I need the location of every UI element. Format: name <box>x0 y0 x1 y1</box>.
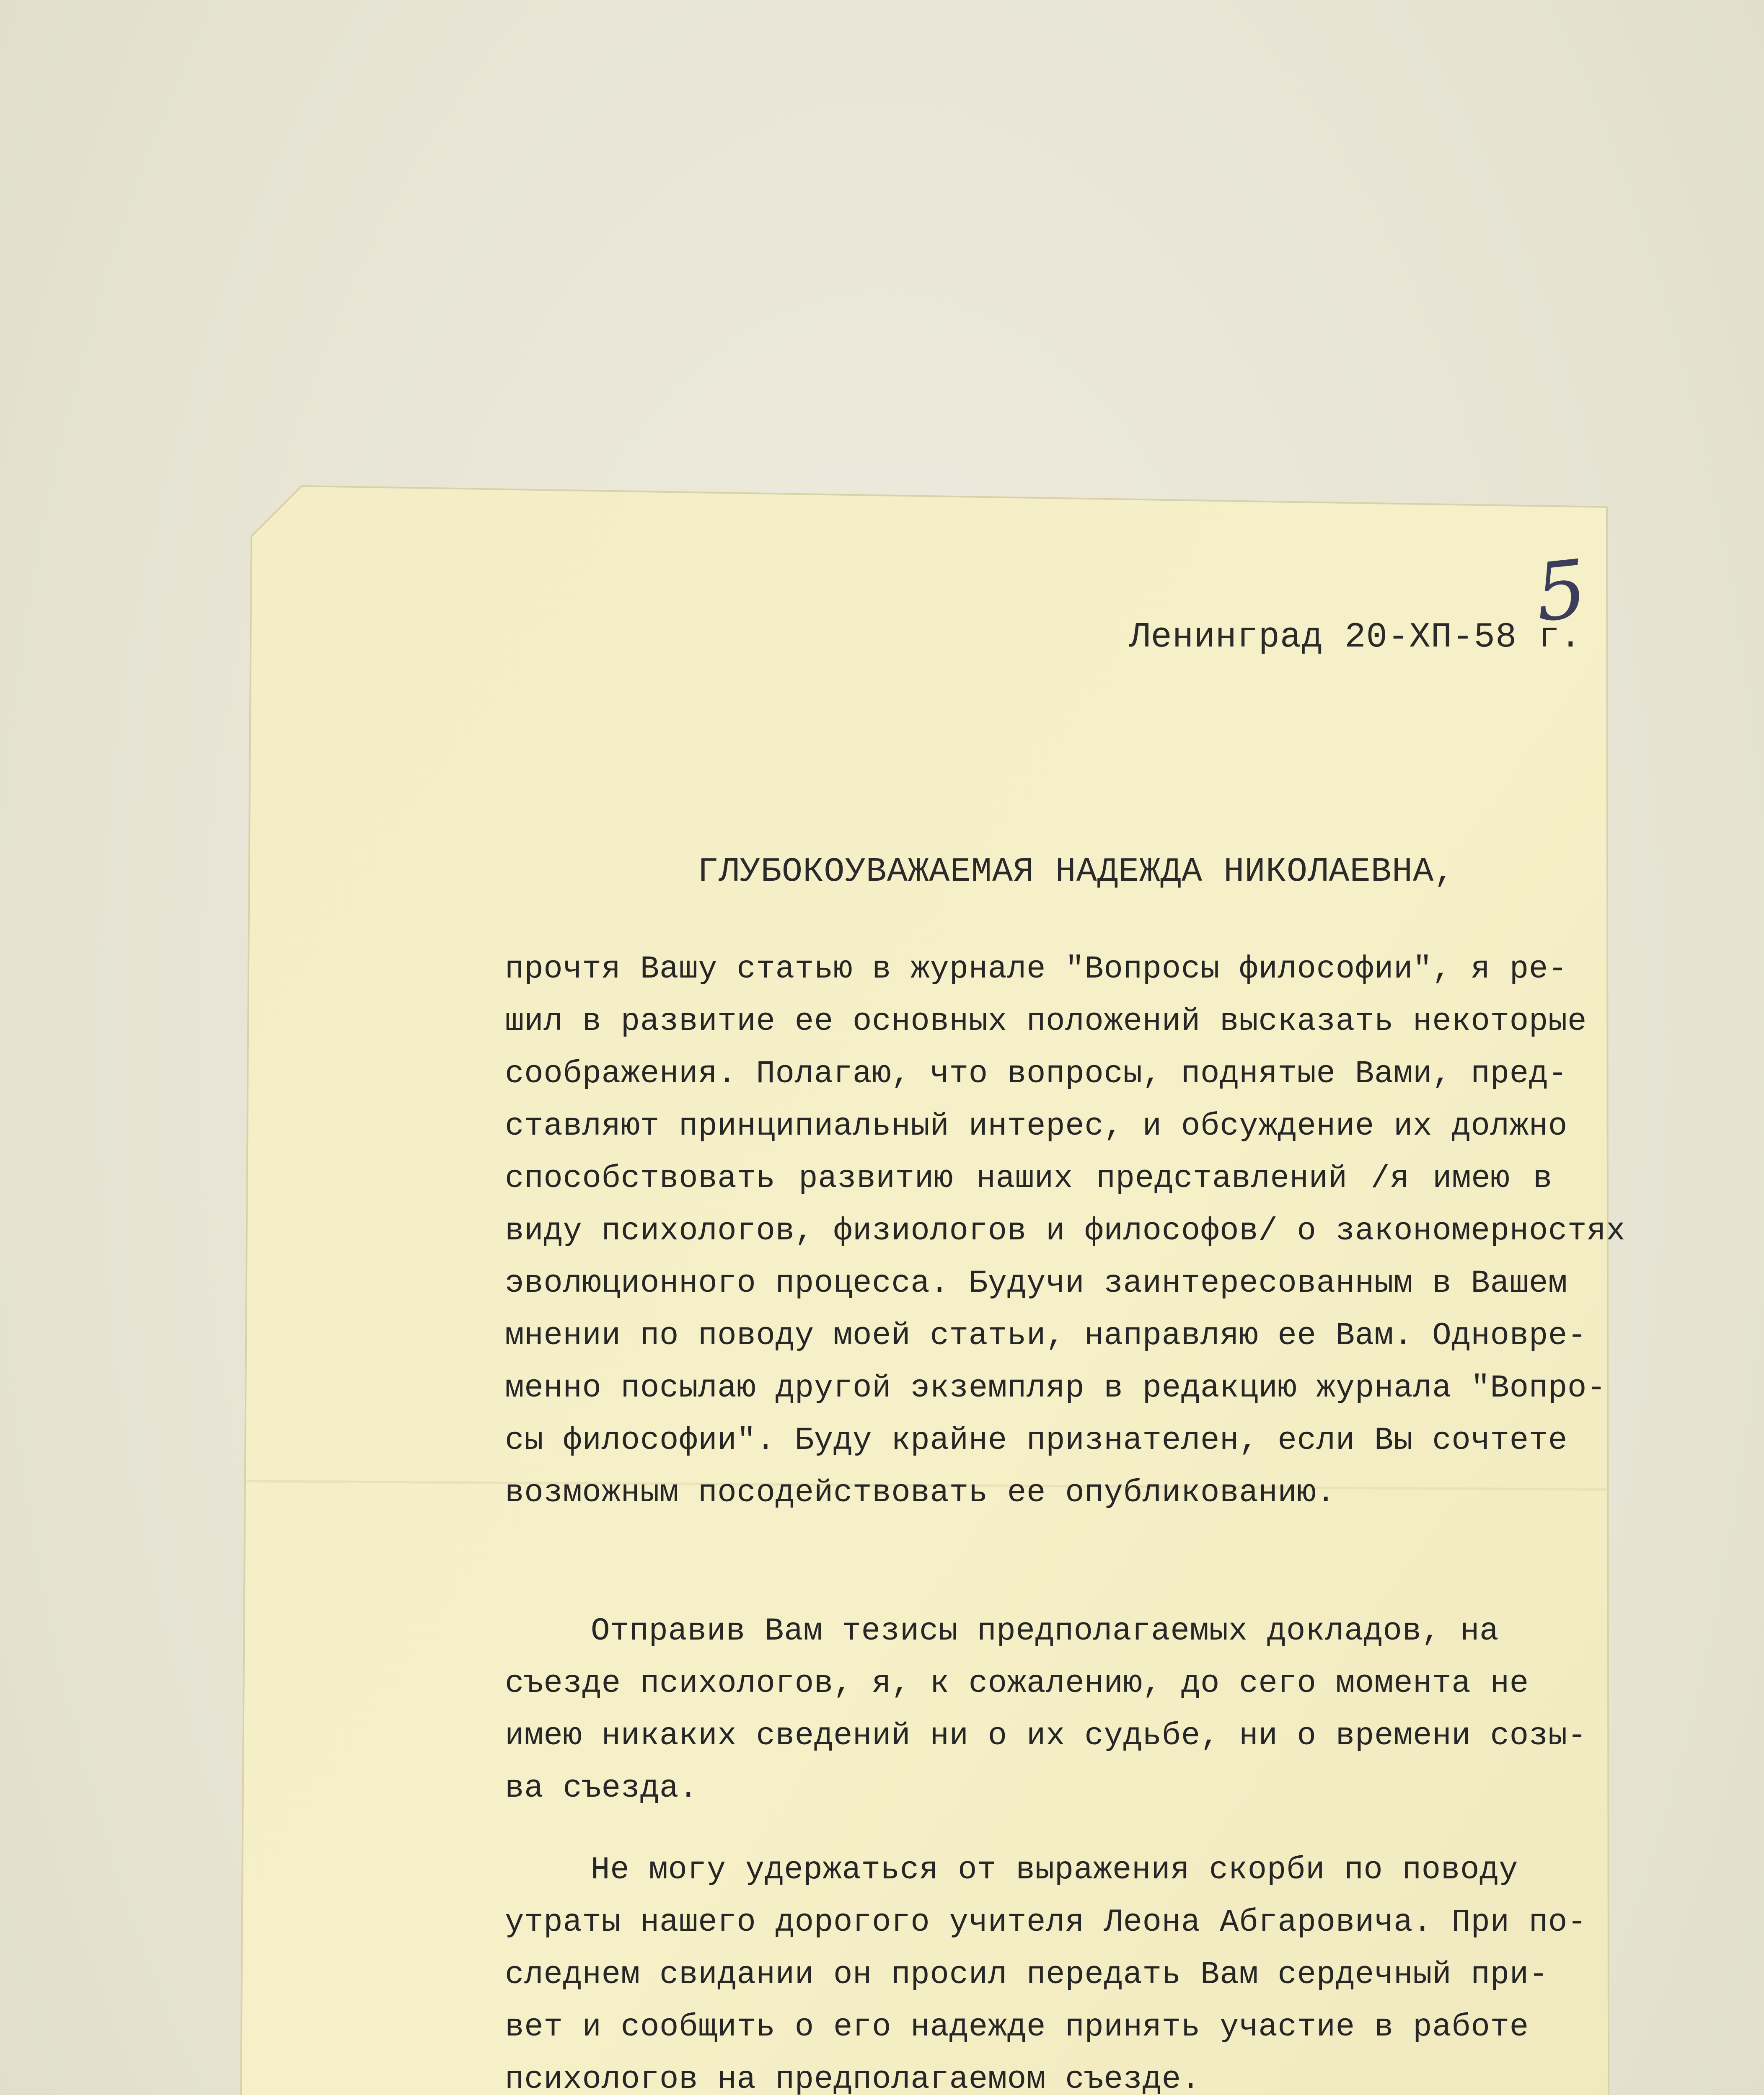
paragraph-line: утраты нашего дорогого учителя Леона Абгаровича. При по- <box>505 1904 1587 1940</box>
salutation: ГЛУБОКОУВАЖАЕМАЯ НАДЕЖДА НИКОЛАЕВНА, <box>698 852 1455 891</box>
paragraph-line: способствовать развитию наших представлений /я имею в <box>505 1161 1552 1197</box>
paragraph-line: возможным посодействовать ее опубликованию. <box>505 1475 1336 1511</box>
paragraph-line: вет и сообщить о его надежде принять участие в работе <box>505 2009 1529 2045</box>
paragraph-line: прочтя Вашу статью в журнале "Вопросы философии", я ре- <box>505 951 1567 987</box>
paragraph-line: сы философии". Буду крайне признателен, если Вы сочтете <box>505 1423 1567 1459</box>
paragraph-line: съезде психологов, я, к сожалению, до сего момента не <box>505 1666 1529 1702</box>
paragraph-line: Не могу удержаться от выражения скорби по поводу <box>591 1852 1518 1888</box>
paragraph-line: мнении по поводу моей статьи, направляю ее Вам. Одновре- <box>505 1318 1587 1354</box>
paragraph-line: ва съезда. <box>505 1770 698 1806</box>
paragraph-line: шил в развитие ее основных положений высказать некоторые <box>505 1004 1587 1040</box>
paragraph-line: имею никаких сведений ни о их судьбе, ни о времени созы- <box>505 1718 1587 1754</box>
paragraph-line: Отправив Вам тезисы предполагаемых докладов, на <box>591 1613 1499 1649</box>
folio-number: 5 <box>1531 542 1591 640</box>
paragraph-line: ставляют принципиальный интерес, и обсуждение их должно <box>505 1108 1567 1144</box>
paragraph-line: эволюционного процесса. Будучи заинтересованным в Вашем <box>505 1265 1567 1301</box>
paragraph-line: менно посылаю другой экземпляр в редакцию журнала "Вопро- <box>505 1370 1606 1406</box>
paragraph-line: следнем свидании он просил передать Вам сердечный при- <box>505 1957 1548 1993</box>
paragraph-line: виду психологов, физиологов и философов/ о закономерностях <box>505 1213 1626 1249</box>
paragraph-line: соображения. Полагаю, что вопросы, поднятые Вами, пред- <box>505 1056 1567 1092</box>
paragraph-line: психологов на предполагаемом съезде. <box>505 2061 1200 2095</box>
place-date: Ленинград 20-XП-58 г. <box>1129 618 1582 657</box>
